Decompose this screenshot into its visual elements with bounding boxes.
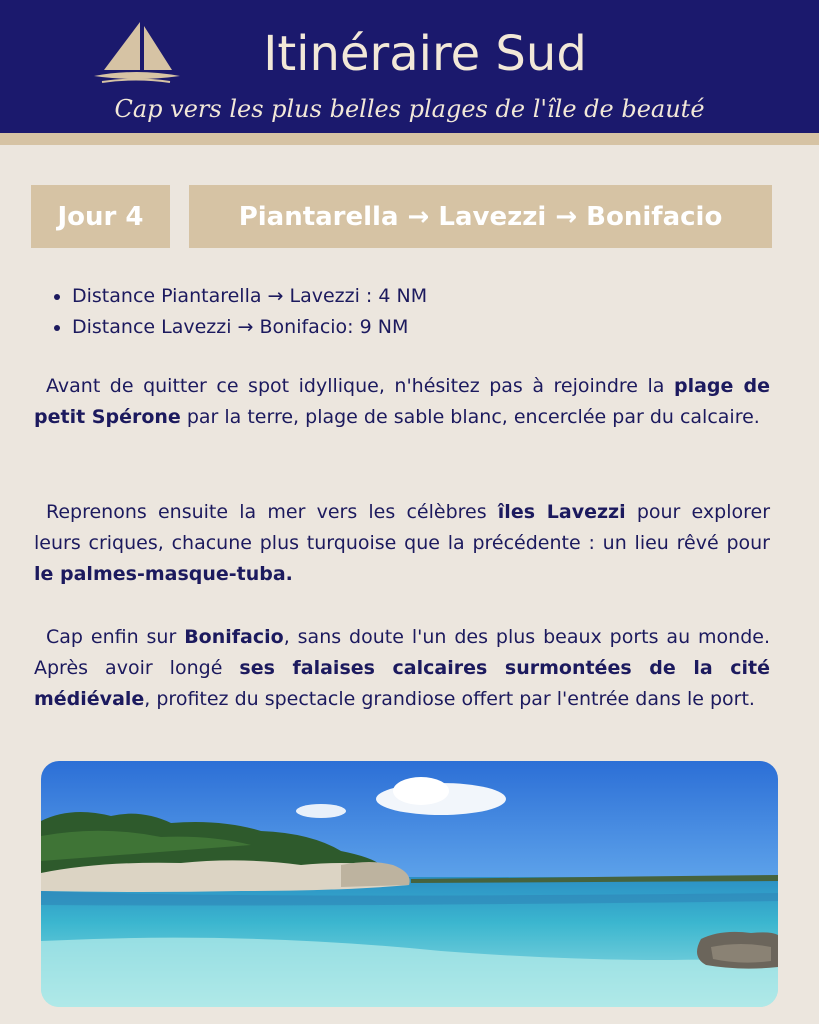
- header-stripe: [0, 133, 819, 145]
- distance-list: [48, 281, 792, 343]
- highlight-cliffs: ses falaises calcaires surmontées de la cité médiévale: [34, 657, 770, 710]
- list-item: • Distance Lavezzi → Bonifacio: 9 NM: [72, 312, 792, 343]
- paragraph-lavezzi: [34, 497, 770, 590]
- paragraph-text: , sans doute l'un des plus beaux ports au monde. Après avoir longé: [34, 626, 770, 679]
- page-title: Itinéraire Sud: [263, 26, 587, 82]
- header-banner: [0, 0, 819, 133]
- route-badge: Piantarella → Lavezzi → Bonifacio: [189, 185, 772, 248]
- page-tagline: Cap vers les plus belles plages de l'île de beauté: [114, 95, 705, 123]
- beach-photo-illustration: [41, 761, 778, 1007]
- beach-photo: [41, 761, 778, 1007]
- paragraph-text: Avant de quitter ce spot idyllique, n'hésitez pas à rejoindre la: [46, 375, 674, 397]
- highlight-sperone: plage de petit Spérone: [34, 375, 770, 428]
- paragraph-sperone: [34, 371, 770, 433]
- paragraph-text: , profitez du spectacle grandiose offert par l'entrée dans le port.: [144, 688, 755, 710]
- paragraph-text: Cap enfin sur: [46, 626, 185, 648]
- paragraph-bonifacio: [34, 622, 770, 715]
- sailboat-icon: [90, 20, 182, 86]
- paragraph-text: par la terre, plage de sable blanc, encerclée par du calcaire.: [180, 406, 760, 428]
- paragraph-text: Reprenons ensuite la mer vers les célèbres: [46, 501, 498, 523]
- highlight-snorkel: le palmes-masque-tuba.: [34, 563, 293, 585]
- day-badge: Jour 4: [31, 185, 170, 248]
- list-item: • Distance Piantarella → Lavezzi : 4 NM: [72, 281, 792, 312]
- highlight-bonifacio: Bonifacio: [184, 626, 284, 648]
- highlight-lavezzi: îles Lavezzi: [497, 501, 626, 523]
- paragraph-text: pour explorer leurs criques, chacune plus turquoise que la précédente : un lieu rêvé pour: [34, 501, 771, 554]
